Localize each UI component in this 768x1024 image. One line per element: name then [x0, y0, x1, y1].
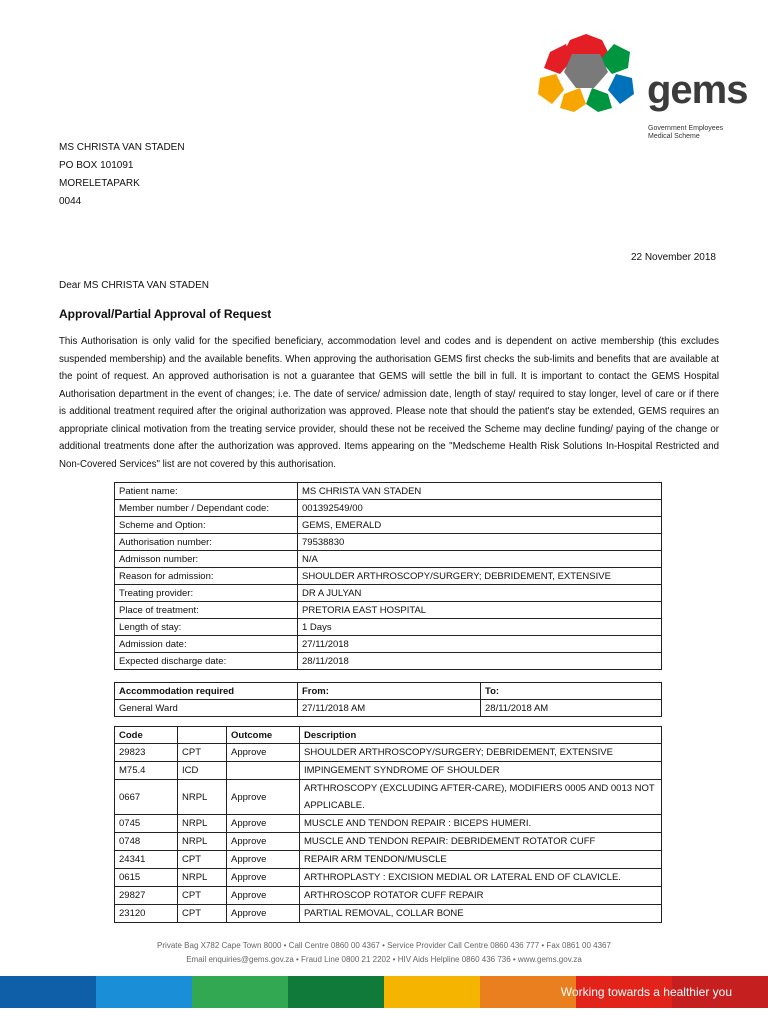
- detail-label: Reason for admission:: [115, 568, 298, 585]
- description-header: Description: [300, 727, 662, 744]
- footer-contact-line2: Email enquiries@gems.gov.za • Fraud Line 0800 21 2202 • HIV Aids Helpline 0860 436 736 • www.gems.gov.za: [186, 955, 582, 964]
- code-type-cell: CPT: [178, 887, 227, 905]
- footer-tagline: Working towards a healthier you: [560, 985, 732, 999]
- code-cell: 0745: [115, 815, 178, 833]
- description-cell: REPAIR ARM TENDON/MUSCLE: [300, 851, 662, 869]
- stripe-segment: [192, 976, 288, 1008]
- detail-label: Patient name:: [115, 483, 298, 500]
- detail-label: Admisson number:: [115, 551, 298, 568]
- accommodation-table: [114, 682, 662, 717]
- patient-detail-row: [115, 483, 662, 500]
- description-cell: IMPINGEMENT SYNDROME OF SHOULDER: [300, 762, 662, 780]
- code-row: [115, 887, 662, 905]
- ward-type: General Ward: [115, 700, 298, 717]
- patient-detail-row: [115, 619, 662, 636]
- detail-value: SHOULDER ARTHROSCOPY/SURGERY; DEBRIDEMENT, EXTENSIVE: [298, 568, 662, 585]
- gems-emblem-icon: [530, 30, 642, 112]
- code-cell: 0748: [115, 833, 178, 851]
- detail-label: Authorisation number:: [115, 534, 298, 551]
- outcome-cell: Approve: [227, 887, 300, 905]
- brand-subtitle: [648, 125, 748, 141]
- code-cell: 29827: [115, 887, 178, 905]
- accommodation-row: [115, 700, 662, 717]
- type-header: [178, 727, 227, 744]
- footer-contact-line1: Private Bag X782 Cape Town 8000 • Call Centre 0860 00 4367 • Service Provider Call Centre 0860 436 777 • Fax 0861 00 4367: [157, 941, 611, 950]
- brand-subtitle-line2: Medical Scheme: [648, 133, 700, 140]
- outcome-cell: Approve: [227, 869, 300, 887]
- code-type-cell: NRPL: [178, 833, 227, 851]
- detail-label: Expected discharge date:: [115, 653, 298, 670]
- outcome-header: Outcome: [227, 727, 300, 744]
- detail-label: Member number / Dependant code:: [115, 500, 298, 517]
- letter-date: 22 November 2018: [630, 252, 716, 263]
- brand-name: gems: [647, 68, 748, 112]
- letter-heading: Approval/Partial Approval of Request: [59, 307, 272, 321]
- code-type-cell: NRPL: [178, 815, 227, 833]
- patient-detail-row: [115, 653, 662, 670]
- stripe-segment: [96, 976, 192, 1008]
- address-postcode: 0044: [59, 196, 82, 207]
- from-date: 27/11/2018 AM: [298, 700, 481, 717]
- code-cell: 23120: [115, 905, 178, 923]
- description-cell: MUSCLE AND TENDON REPAIR : BICEPS HUMERI.: [300, 815, 662, 833]
- patient-detail-row: [115, 636, 662, 653]
- detail-label: Treating provider:: [115, 585, 298, 602]
- description-cell: ARTHROPLASTY : EXCISION MEDIAL OR LATERAL END OF CLAVICLE.: [300, 869, 662, 887]
- outcome-cell: Approve: [227, 833, 300, 851]
- detail-value: 1 Days: [298, 619, 662, 636]
- code-type-cell: NRPL: [178, 780, 227, 815]
- patient-detail-row: [115, 534, 662, 551]
- code-type-cell: CPT: [178, 905, 227, 923]
- detail-value: 27/11/2018: [298, 636, 662, 653]
- stripe-segment: [384, 976, 480, 1008]
- recipient-address: [59, 139, 185, 211]
- recipient-name: MS CHRISTA VAN STADEN: [59, 142, 185, 153]
- outcome-cell: Approve: [227, 851, 300, 869]
- code-row: [115, 869, 662, 887]
- code-type-cell: ICD: [178, 762, 227, 780]
- codes-header-row: [115, 727, 662, 744]
- code-row: [115, 815, 662, 833]
- description-cell: ARTHROSCOPY (EXCLUDING AFTER-CARE), MODIFIERS 0005 AND 0013 NOT APPLICABLE.: [300, 780, 662, 815]
- code-row: [115, 833, 662, 851]
- detail-label: Place of treatment:: [115, 602, 298, 619]
- code-cell: 29823: [115, 744, 178, 762]
- code-cell: 24341: [115, 851, 178, 869]
- code-row: [115, 905, 662, 923]
- detail-value: 28/11/2018: [298, 653, 662, 670]
- code-cell: 0615: [115, 869, 178, 887]
- outcome-cell: [227, 762, 300, 780]
- stripe-segment: [0, 976, 96, 1008]
- detail-value: 001392549/00: [298, 500, 662, 517]
- detail-label: Admission date:: [115, 636, 298, 653]
- patient-detail-row: [115, 585, 662, 602]
- from-header: From:: [298, 683, 481, 700]
- code-type-cell: CPT: [178, 744, 227, 762]
- detail-label: Scheme and Option:: [115, 517, 298, 534]
- code-row: [115, 780, 662, 815]
- brand-subtitle-line1: Government Employees: [648, 125, 724, 132]
- patient-detail-row: [115, 551, 662, 568]
- detail-value: PRETORIA EAST HOSPITAL: [298, 602, 662, 619]
- to-header: To:: [481, 683, 662, 700]
- detail-label: Length of stay:: [115, 619, 298, 636]
- address-line1: PO BOX 101091: [59, 160, 134, 171]
- address-line2: MORELETAPARK: [59, 178, 140, 189]
- detail-value: DR A JULYAN: [298, 585, 662, 602]
- letter-body: This Authorisation is only valid for the specified beneficiary, accommodation level and codes and is dependent on active membership (this excludes suspended membership) and the available benefits. When approving the authorisation GEMS first checks the sub-limits and benefits that are available at the point of request. An approved authorisation is not a guarantee that GEMS will settle the bill in full. It is important to contact the GEMS Hospital Authorisation department in the event of changes; i.e. The date of service/ admission date, length of stay/ required to stay longer, level of care or if there is additional treatment required after the original authorization was approved. Please note that should the patient's stay be extended, GEMS requires an appropriate clinical motivation from the treating service provider, should these not be received the Scheme may decline funding/ paying of the change or additional treatments done after the authorization was approved. Items appearing on the "Medscheme Health Risk Solutions In-Hospital Restricted and Non-Covered Services" list are not covered by this authorisation.: [59, 336, 719, 470]
- description-cell: ARTHROSCOP ROTATOR CUFF REPAIR: [300, 887, 662, 905]
- detail-value: GEMS, EMERALD: [298, 517, 662, 534]
- accommodation-header-row: [115, 683, 662, 700]
- outcome-cell: Approve: [227, 780, 300, 815]
- detail-value: 79538830: [298, 534, 662, 551]
- code-cell: M75.4: [115, 762, 178, 780]
- patient-detail-row: [115, 517, 662, 534]
- outcome-cell: Approve: [227, 905, 300, 923]
- patient-detail-row: [115, 602, 662, 619]
- outcome-cell: Approve: [227, 815, 300, 833]
- patient-details-table: [114, 482, 662, 670]
- salutation: Dear MS CHRISTA VAN STADEN: [59, 280, 210, 291]
- to-date: 28/11/2018 AM: [481, 700, 662, 717]
- code-cell: 0667: [115, 780, 178, 815]
- gems-logo: [530, 30, 748, 140]
- code-type-cell: CPT: [178, 851, 227, 869]
- outcome-cell: Approve: [227, 744, 300, 762]
- description-cell: MUSCLE AND TENDON REPAIR: DEBRIDEMENT ROTATOR CUFF: [300, 833, 662, 851]
- code-row: [115, 744, 662, 762]
- detail-value: N/A: [298, 551, 662, 568]
- description-cell: PARTIAL REMOVAL, COLLAR BONE: [300, 905, 662, 923]
- code-type-cell: NRPL: [178, 869, 227, 887]
- accommodation-header: Accommodation required: [115, 683, 298, 700]
- code-header: Code: [115, 727, 178, 744]
- description-cell: SHOULDER ARTHROSCOPY/SURGERY; DEBRIDEMENT, EXTENSIVE: [300, 744, 662, 762]
- codes-table: [114, 726, 662, 923]
- stripe-segment: [288, 976, 384, 1008]
- code-row: [115, 851, 662, 869]
- patient-detail-row: [115, 500, 662, 517]
- patient-detail-row: [115, 568, 662, 585]
- code-row: [115, 762, 662, 780]
- detail-value: MS CHRISTA VAN STADEN: [298, 483, 662, 500]
